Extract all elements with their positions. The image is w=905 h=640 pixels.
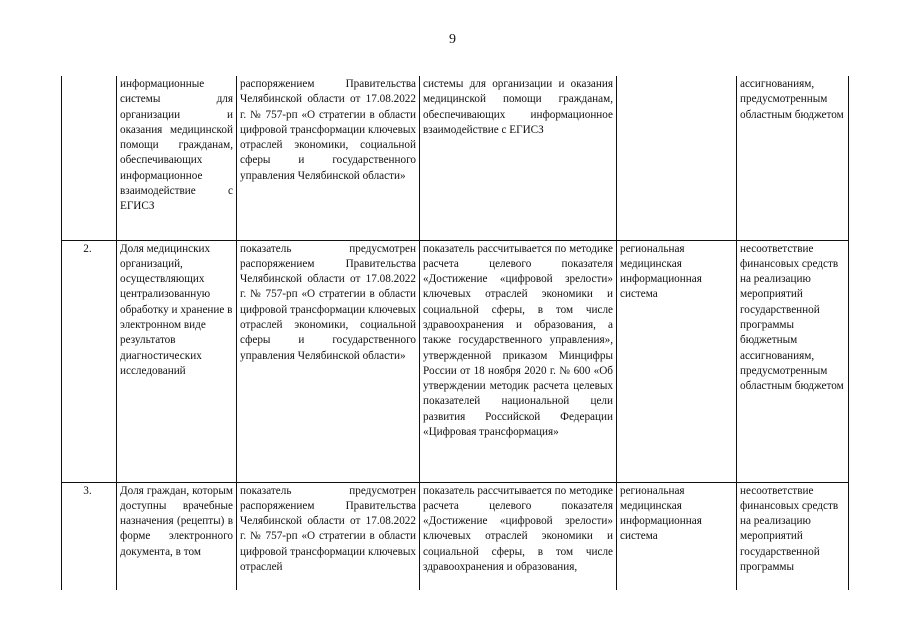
data-source — [617, 76, 737, 240]
page-number: 9 — [449, 32, 456, 47]
indicator-name: информационные системы для организации и оказания медицинской помощи гражданам, обеспечивающих информационное взаимодействие с ЕГИСЗ — [117, 76, 237, 240]
row-number: 3. — [62, 482, 117, 590]
indicator-basis: показатель предусмотрен распоряжением Правительства Челябинской области от 17.08.2022 г. № 757-рп «О стратегии в области цифровой трансформации ключевых отраслей — [237, 482, 420, 590]
calculation-method: показатель рассчитывается по методике расчета целевого показателя «Достижение «цифровой зрелости» ключевых отраслей экономики и социальной сферы, в том числе здравоохранения и образования, а также государственного управления», утвержденной приказом Минцифры России от 18 ноября 2020 г. № 600 «Об утверждении методик расчета целевых показателей национальной цели развития Российской Федерации «Цифровая трансформация» — [420, 240, 617, 482]
row-number — [62, 76, 117, 240]
indicators-table — [61, 76, 849, 590]
risk-description: несоответствие финансовых средств на реализацию мероприятий государственной программы — [737, 482, 849, 590]
calculation-method: системы для организации и оказания медицинской помощи гражданам, обеспечивающих информационное взаимодействие с ЕГИСЗ — [420, 76, 617, 240]
table-row — [62, 76, 849, 240]
indicator-name: Доля граждан, которым доступны врачебные назначения (рецепты) в форме электронного документа, в том — [117, 482, 237, 590]
indicator-name: Доля медицинских организаций, осуществляющих централизованную обработку и хранение в электронном виде результатов диагностических исследований — [117, 240, 237, 482]
indicator-basis: показатель предусмотрен распоряжением Правительства Челябинской области от 17.08.2022 г. № 757-рп «О стратегии в области цифровой трансформации ключевых отраслей экономики, социальной сферы и государственного управления Челябинской области» — [237, 240, 420, 482]
table-row — [62, 240, 849, 482]
calculation-method: показатель рассчитывается по методике расчета целевого показателя «Достижение «цифровой зрелости» ключевых отраслей экономики и социальной сферы, в том числе здравоохранения и образования, — [420, 482, 617, 590]
row-number: 2. — [62, 240, 117, 482]
risk-description: ассигнованиям, предусмотренным областным бюджетом — [737, 76, 849, 240]
risk-description: несоответствие финансовых средств на реализацию мероприятий государственной программы бюджетным ассигнованиям, предусмотренным областным бюджетом — [737, 240, 849, 482]
data-source: региональная медицинская информационная система — [617, 482, 737, 590]
table-row — [62, 482, 849, 590]
indicator-basis: распоряжением Правительства Челябинской области от 17.08.2022 г. № 757-рп «О стратегии в области цифровой трансформации ключевых отраслей экономики, социальной сферы и государственного управления Челябинской области» — [237, 76, 420, 240]
data-source: региональная медицинская информационная система — [617, 240, 737, 482]
